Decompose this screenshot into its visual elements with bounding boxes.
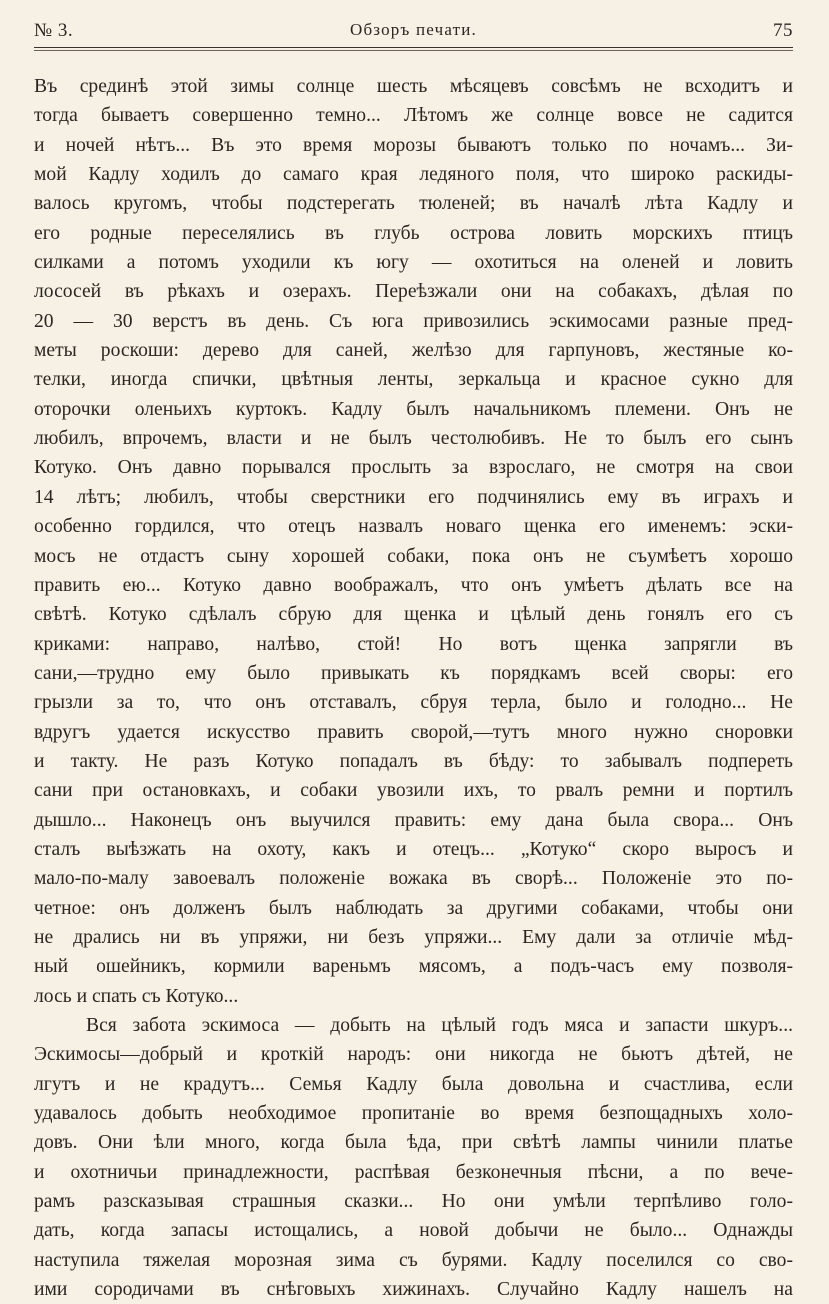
text-line: меты роскоши: дерево для саней, желѣзо для гарпуновъ, жестяные ко- xyxy=(34,340,793,362)
text-line: править ею... Котуко давно воображалъ, что онъ умѣетъ дѣлать все на xyxy=(34,574,793,596)
text-line: ими сородичами въ снѣговыхъ хижинахъ. Случайно Кадлу нашелъ на xyxy=(34,1279,793,1301)
running-header xyxy=(34,20,793,46)
header-rule-thin xyxy=(34,50,793,51)
text-line: сталъ выѣзжать на охоту, какъ и отецъ... „Котуко“ скоро выросъ и xyxy=(34,838,793,860)
text-line: мало-по-малу завоевалъ положеніе вожака въ сворѣ... Положеніе это по- xyxy=(34,868,793,890)
text-line: мой Кадлу ходилъ до самаго края ледяного поля, что широко раскиды- xyxy=(34,164,793,186)
text-line: дать, когда запасы истощались, а новой добычи не было... Однажды xyxy=(34,1220,793,1242)
text-line: ный ошейникъ, кормили вареньмъ мясомъ, а подъ-часъ ему позволя- xyxy=(34,956,793,978)
text-line: и ночей нѣтъ... Въ это время морозы бываютъ только по ночамъ... Зи- xyxy=(34,134,793,156)
issue-number: № 3. xyxy=(34,20,74,41)
text-line: четное: онъ долженъ былъ наблюдать за другими собаками, чтобы они xyxy=(34,897,793,919)
header-rule xyxy=(34,47,793,48)
text-line: сани,—трудно ему было привыкать къ порядкамъ всей своры: его xyxy=(34,662,793,684)
text-line: и охотничьи принадлежности, распѣвая безконечныя пѣсни, а по вече- xyxy=(34,1161,793,1183)
text-line: не дрались ни въ упряжи, ни безъ упряжи... Ему дали за отличіе мѣд- xyxy=(34,926,793,948)
text-line: телки, иногда спички, цвѣтныя ленты, зеркальца и красное сукно для xyxy=(34,369,793,391)
text-line: и такту. Не разъ Котуко попадалъ въ бѣду: то забывалъ подпереть xyxy=(34,750,793,772)
text-line: оторочки оленьихъ куртокъ. Кадлу былъ начальникомъ племени. Онъ не xyxy=(34,398,793,420)
text-line: лгутъ и не крадутъ... Семья Кадлу была довольна и счастлива, если xyxy=(34,1073,793,1095)
text-line: лось и спать съ Котуко... xyxy=(34,985,239,1007)
text-line: особенно гордился, что отецъ назвалъ новаго щенка его именемъ: эски- xyxy=(34,516,793,538)
text-line: Котуко. Онъ давно порывался прослыть за взрослаго, не смотря на свои xyxy=(34,457,793,479)
body-text xyxy=(34,72,793,1304)
text-line: довъ. Они ѣли много, когда была ѣда, при свѣтѣ лампы чинили платье xyxy=(34,1132,793,1154)
paragraph xyxy=(34,1011,793,1304)
text-line: Эскимосы—добрый и кроткій народъ: они никогда не бьютъ дѣтей, не xyxy=(34,1044,793,1066)
text-line: вдругъ удается искусство править сворой,—тутъ много нужно сноровки xyxy=(34,721,793,743)
text-line: тогда бываетъ совершенно темно... Лѣтомъ же солнце вовсе не садится xyxy=(34,105,793,127)
text-line: 14 лѣтъ; любилъ, чтобы сверстники его подчинялись ему въ играхъ и xyxy=(34,486,793,508)
text-line: криками: направо, налѣво, стой! Но вотъ щенка запрягли въ xyxy=(34,633,793,655)
text-line: дышло... Наконецъ онъ выучился править: ему дана была свора... Онъ xyxy=(34,809,793,831)
text-line: свѣтѣ. Котуко сдѣлалъ сбрую для щенка и цѣлый день гонялъ его съ xyxy=(34,604,793,626)
text-line: наступила тяжелая морозная зима съ бурями. Кадлу поселился со сво- xyxy=(34,1249,793,1271)
paragraph xyxy=(34,72,793,1011)
text-line: 20 — 30 верстъ въ день. Съ юга привозились эскимосами разные пред- xyxy=(34,310,793,332)
text-line: силками а потомъ уходили къ югу — охотиться на оленей и ловить xyxy=(34,252,793,274)
text-line: рамъ разсказывая страшныя сказки... Но они умѣли терпѣливо голо- xyxy=(34,1191,793,1213)
text-line: удавалось добыть необходимое пропитаніе во время безпощадныхъ холо- xyxy=(34,1103,793,1125)
text-line: лососей въ рѣкахъ и озерахъ. Переѣзжали они на собакахъ, дѣлая по xyxy=(34,281,793,303)
text-line: сани при остановкахъ, и собаки увозили ихъ, то рвалъ ремни и портилъ xyxy=(34,780,793,802)
text-line: любилъ, впрочемъ, власти и не былъ честолюбивъ. Не то былъ его сынъ xyxy=(34,428,793,450)
page-number: 75 xyxy=(773,20,793,41)
text-line: мосъ не отдастъ сыну хорошей собаки, пока онъ не съумѣетъ хорошо xyxy=(34,545,793,567)
text-line: грызли за то, что онъ отставалъ, сбруя терла, было и голодно... Не xyxy=(34,692,793,714)
text-line: Вся забота эскимоса — добыть на цѣлый годъ мяса и запасти шкуръ... xyxy=(86,1015,793,1036)
text-line: его родные переселялись въ глубь острова ловить морскихъ птицъ xyxy=(34,222,793,244)
section-title: Обзоръ печати. xyxy=(349,20,478,39)
text-line: Въ срединѣ этой зимы солнце шесть мѣсяцевъ совсѣмъ не всходитъ и xyxy=(34,76,793,97)
text-line: валось кругомъ, чтобы подстерегать тюленей; въ началѣ лѣта Кадлу и xyxy=(34,193,793,215)
